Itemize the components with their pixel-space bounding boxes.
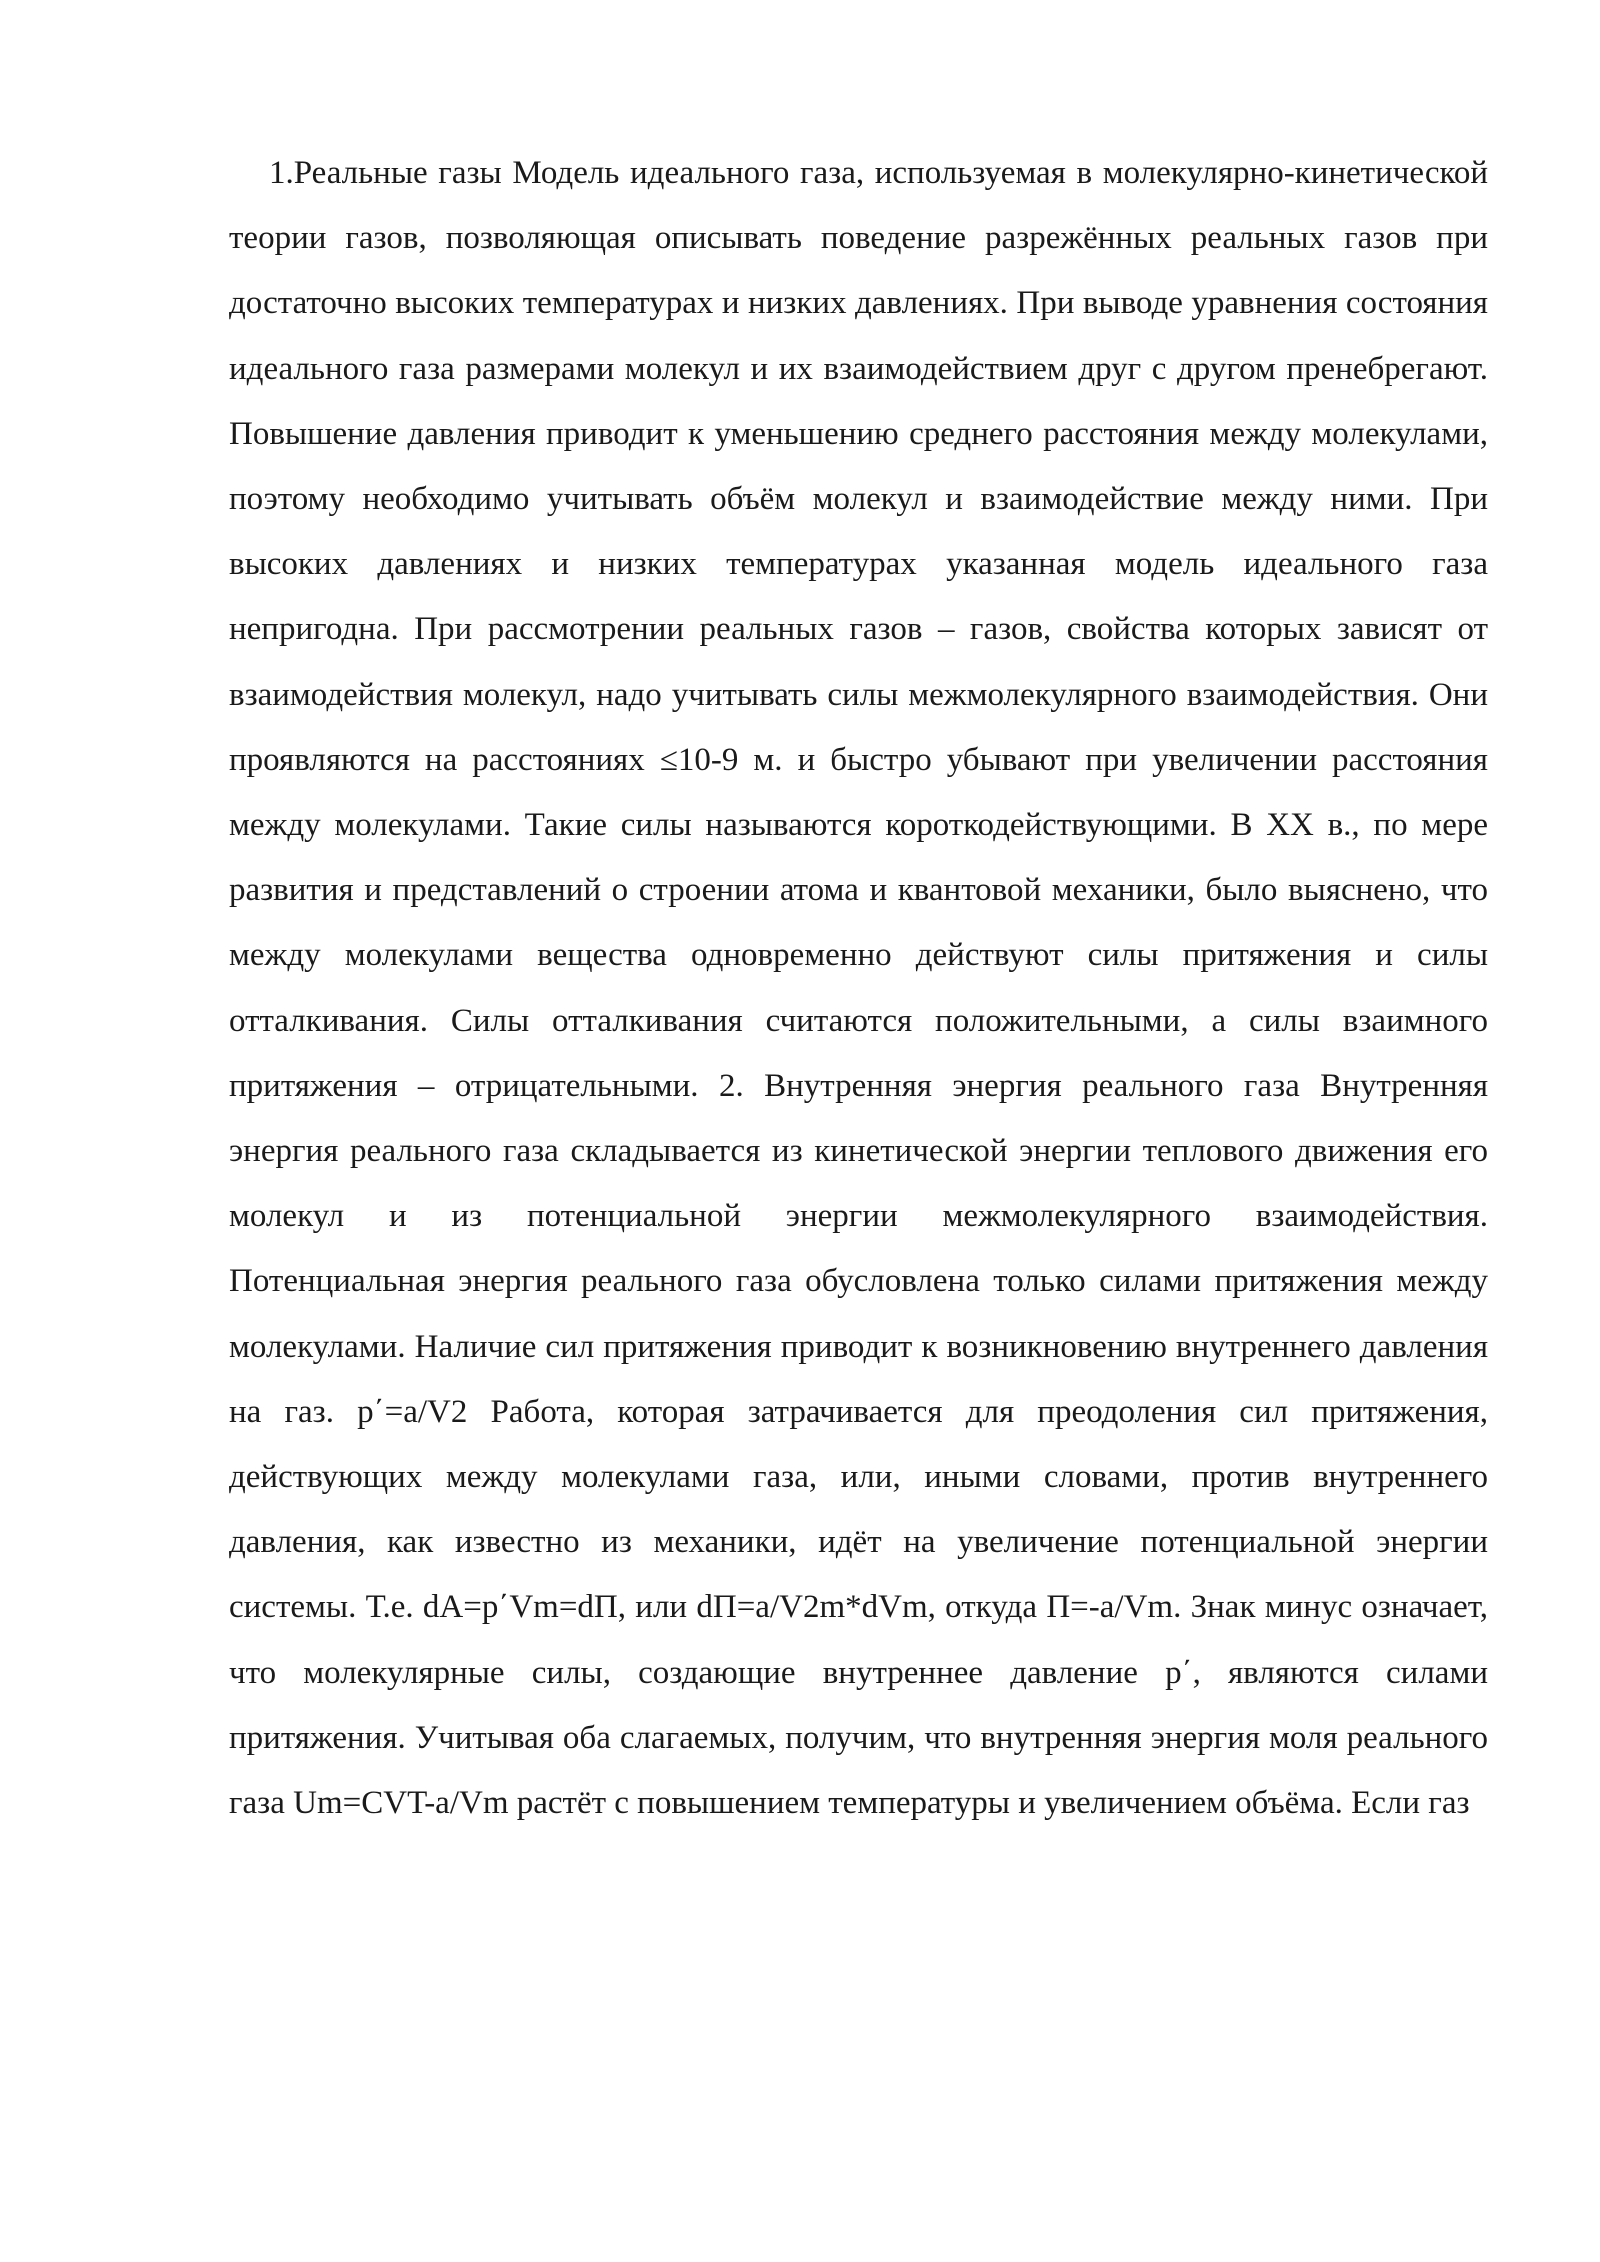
body-paragraph: 1.Реальные газы Модель идеального газа, используемая в молекулярно-кинетической теории газов, позволяющая описывать поведение разрежённых реальных газов при достаточно высоких температурах и низких давлениях. При выводе уравнения состояния идеального газа размерами молекул и их взаимодействием друг с другом пренебрегают. Повышение давления приводит к уменьшению среднего расстояния между молекулами, поэтому необходимо учитывать объём молекул и взаимодействие между ними. При высоких давлениях и низких температурах указанная модель идеального газа непригодна. При рассмотрении реальных газов – газов, свойства которых зависят от взаимодействия молекул, надо учитывать силы межмолекулярного взаимодействия. Они проявляются на расстояниях ≤10-9 м. и быстро убывают при увеличении расстояния между молекулами. Такие силы называются короткодействующими. В XX в., по мере развития и представлений о строении атома и квантовой механики, было выяснено, что между молекулами вещества одновременно действуют силы притяжения и силы отталкивания. Силы отталкивания считаются положительными, а силы взаимного притяжения – отрицательными. 2. Внутренняя энергия реального газа Внутренняя энергия реального газа складывается из кинетической энергии теплового движения его молекул и из потенциальной энергии межмолекулярного взаимодействия. Потенциальная энергия реального газа обусловлена только силами притяжения между молекулами. Наличие сил притяжения приводит к возникновению внутреннего давления на газ. p΄=a/V2 Работа, которая затрачивается для преодоления сил притяжения, действующих между молекулами газа, или, иными словами, против внутреннего давления, как известно из механики, идёт на увеличение потенциальной энергии системы. Т.е. dA=p΄Vm=dП, или dП=a/V2m*dVm, откуда П=-a/Vm. Знак минус означает, что молекулярные силы, создающие внутреннее давление p΄, являются силами притяжения. Учитывая оба слагаемых, получим, что внутренняя энергия моля реального газа Um=CVT-a/Vm растёт с повышением температуры и увеличением объёма. Если газ xyxy=(229,155,1488,1822)
